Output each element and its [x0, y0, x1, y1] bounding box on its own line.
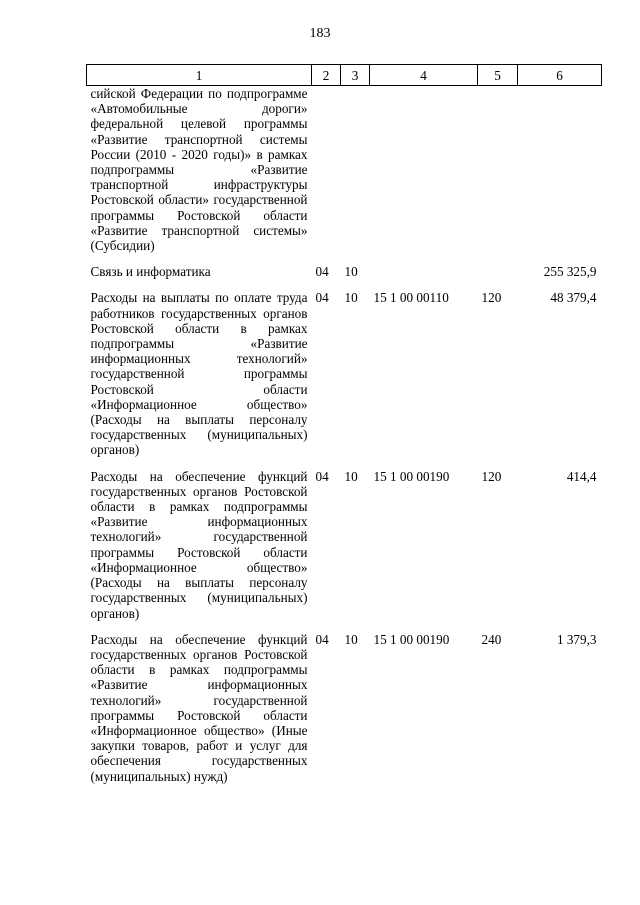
amount: 1 379,3: [556, 631, 597, 647]
budget-table: [86, 64, 602, 784]
expense-type-code: 120: [481, 290, 502, 306]
amount: 255 325,9: [543, 264, 597, 280]
expense-type-code: [478, 86, 518, 254]
amount: [518, 86, 602, 254]
table-row: [87, 469, 602, 621]
section-code: 04: [315, 468, 329, 484]
column-header: 1: [87, 65, 312, 86]
expense-type-code: [478, 264, 518, 279]
column-header: 5: [478, 65, 518, 86]
expense-type-code: 240: [481, 631, 502, 647]
row-description: Расходы на обеспечение функций государственных органов Ростовской области в рамках подпрограммы «Развитие информационных технологий» государственной программы Ростовской области «Информационное общество» (Расходы на выплаты персоналу государственных (муниципальных) органов): [90, 468, 308, 621]
target-article-code: [370, 86, 478, 254]
subsection-code: 10: [344, 290, 358, 306]
section-code: 04: [315, 290, 329, 306]
page-number: 183: [309, 26, 331, 41]
section-code: 04: [315, 264, 329, 280]
subsection-code: 10: [344, 468, 358, 484]
amount: 414,4: [566, 468, 597, 484]
row-description: сийской Федерации по подпрограмме «Автомобильные дороги» федеральной целевой программы «Развитие транспортной системы России (2010 - 2020 годы)» в рамках подпрограммы «Развитие транспортной инфраструктуры Ростовской области» государственной программы Ростовской области «Развитие транспортной системы» (Субсидии): [90, 86, 308, 254]
amount: 48 379,4: [550, 290, 597, 306]
row-description: Связь и информатика: [90, 264, 211, 280]
subsection-code: 10: [344, 264, 358, 280]
table-header-row: [87, 65, 602, 86]
expense-type-code: 120: [481, 468, 502, 484]
column-header: 4: [370, 65, 478, 86]
section-code: [312, 86, 341, 254]
row-description: Расходы на выплаты по оплате труда работников государственных органов Ростовской области в рамках подпрограммы «Развитие информационных технологий» государственной программы Ростовской области «Информационное общество» (Расходы на выплаты персоналу государственных (муниципальных) органов): [90, 290, 308, 458]
table-row: [87, 86, 602, 254]
subsection-code: [341, 86, 370, 254]
subsection-code: 10: [344, 631, 358, 647]
target-article-code: 15 1 00 00110: [373, 290, 449, 306]
column-header: 3: [341, 65, 370, 86]
row-description: Расходы на обеспечение функций государственных органов Ростовской области в рамках подпрограммы «Развитие информационных технологий» государственной программы Ростовской области «Информационное общество» (Иные закупки товаров, работ и услуг для обеспечения государственных (муниципальных) нужд): [90, 631, 308, 784]
table-row: [87, 290, 602, 457]
column-header: 6: [518, 65, 602, 86]
target-article-code: 15 1 00 00190: [373, 468, 450, 484]
target-article-code: [370, 264, 478, 279]
column-header: 2: [312, 65, 341, 86]
target-article-code: 15 1 00 00190: [373, 631, 450, 647]
table-row: [87, 264, 602, 279]
section-code: 04: [315, 631, 329, 647]
table-row: [87, 632, 602, 784]
